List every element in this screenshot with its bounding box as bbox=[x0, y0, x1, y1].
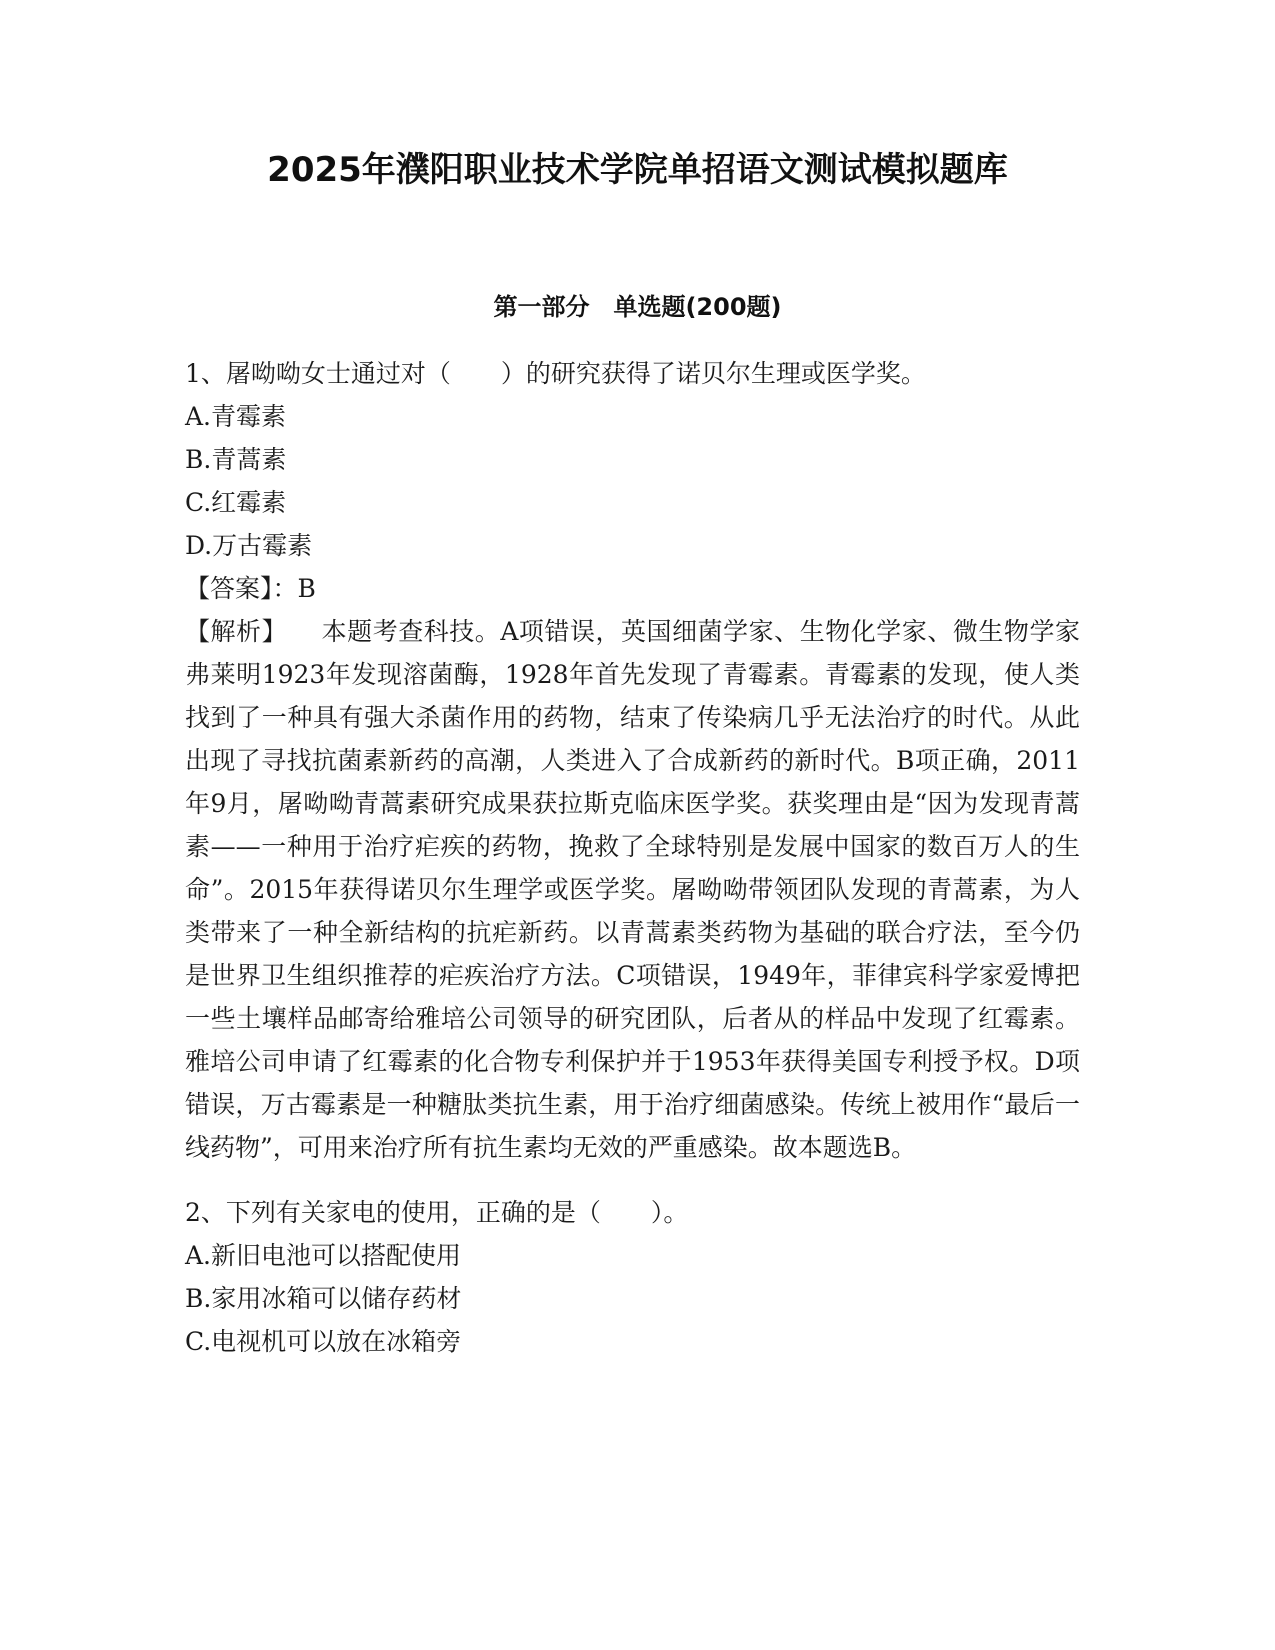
analysis-paragraph bbox=[185, 610, 1080, 1169]
option-c: C.红霉素 bbox=[185, 488, 287, 517]
document-title: 2025年濮阳职业技术学院单招语文测试模拟题库 bbox=[267, 150, 1008, 190]
section-heading: 第一部分 单选题(200题) bbox=[493, 293, 782, 321]
option-c: C.电视机可以放在冰箱旁 bbox=[185, 1327, 462, 1356]
question-list bbox=[185, 352, 1080, 1363]
question-spacer bbox=[185, 1169, 1080, 1191]
question-block bbox=[185, 352, 1080, 1169]
question-stem: 2、下列有关家电的使用，正确的是（ ）。 bbox=[185, 1198, 689, 1227]
option-a: A.青霉素 bbox=[185, 402, 287, 431]
question-block bbox=[185, 1191, 1080, 1363]
option-a: A.新旧电池可以搭配使用 bbox=[185, 1241, 462, 1270]
analysis-text: 本题考查科技。A项错误，英国细菌学家、生物化学家、微生物学家弗莱明1923年发现溶菌酶，1928年首先发现了青霉素。青霉素的发现，使人类找到了一种具有强大杀菌作用的药物，结束了传染病几乎无法治疗的时代。从此出现了寻找抗菌素新药的高潮，人类进入了合成新药的新时代。B项正确，2011年9月，屠呦呦青蒿素研究成果获拉斯克临床医学奖。获奖理由是“因为发现青蒿素——一种用于治疗疟疾的药物，挽救了全球特别是发展中国家的数百万人的生命”。2015年获得诺贝尔生理学或医学奖。屠呦呦带领团队发现的青蒿素，为人类带来了一种全新结构的抗疟新药。以青蒿素类药物为基础的联合疗法，至今仍是世界卫生组织推荐的疟疾治疗方法。C项错误，1949年，菲律宾科学家爱博把一些土壤样品邮寄给雅培公司领导的研究团队，后者从的样品中发现了红霉素。雅培公司申请了红霉素的化合物专利保护并于1953年获得美国专利授予权。D项错误，万古霉素是一种糖肽类抗生素，用于治疗细菌感染。传统上被用作“最后一线药物”，可用来治疗所有抗生素均无效的严重感染。故本题选B。 bbox=[185, 617, 1080, 1162]
answer-line: 【答案】：B bbox=[185, 574, 316, 603]
analysis-label: 【解析】 bbox=[185, 617, 288, 646]
option-b: B.青蒿素 bbox=[185, 445, 287, 474]
question-stem: 1、屠呦呦女士通过对（ ）的研究获得了诺贝尔生理或医学奖。 bbox=[185, 359, 926, 388]
option-b: B.家用冰箱可以储存药材 bbox=[185, 1284, 462, 1313]
option-d: D.万古霉素 bbox=[185, 531, 313, 560]
